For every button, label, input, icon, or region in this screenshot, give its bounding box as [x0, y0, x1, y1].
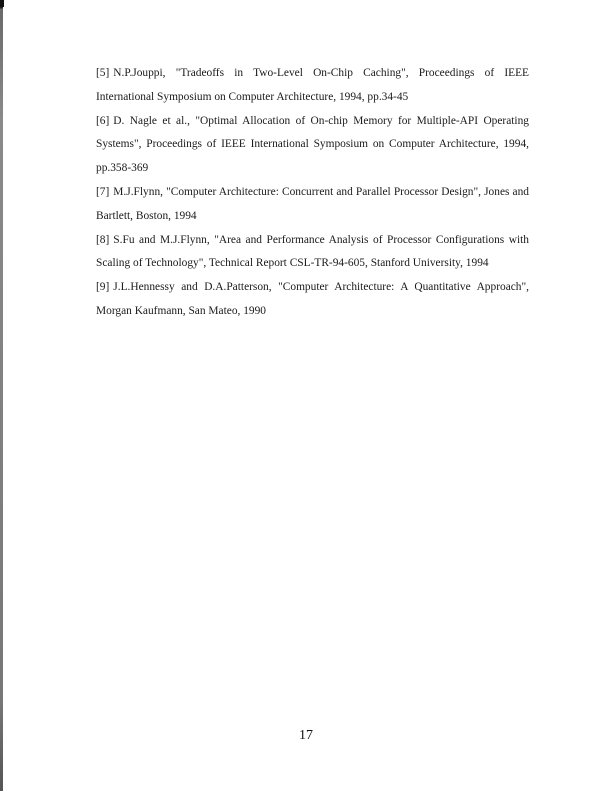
reference-label: [7]	[96, 185, 110, 198]
reference-5	[96, 62, 529, 110]
page-number: 17	[299, 728, 313, 743]
reference-8	[96, 229, 529, 277]
reference-label: [6]	[96, 114, 110, 127]
scan-edge-mark	[0, 0, 4, 7]
reference-9	[96, 276, 529, 324]
scan-edge	[0, 0, 3, 791]
reference-text: N.P.Jouppi, "Tradeoffs in Two-Level On-Chip Caching", Proceedings of IEEE International Symposium on Computer Architecture, 1994, pp.34-45	[96, 67, 529, 103]
reference-text: M.J.Flynn, "Computer Architecture: Concurrent and Parallel Processor Design", Jones and Bartlett, Boston, 1994	[96, 185, 529, 222]
reference-7	[96, 181, 529, 229]
reference-label: [9]	[96, 281, 110, 294]
reference-list	[96, 62, 529, 324]
reference-text: J.L.Hennessy and D.A.Patterson, "Computer Architecture: A Quantitative Approach", Morgan Kaufmann, San Mateo, 1990	[96, 281, 529, 317]
reference-6	[96, 110, 529, 181]
reference-text: S.Fu and M.J.Flynn, "Area and Performance Analysis of Processor Configurations with Scaling of Technology", Technical Report CSL-TR-94-605, Stanford University, 1994	[96, 233, 529, 270]
reference-label: [5]	[96, 67, 110, 79]
reference-text: D. Nagle et al., "Optimal Allocation of On-chip Memory for Multiple-API Operating Systems", Proceedings of IEEE International Symposium on Computer Architecture, 1994, pp.358-369	[96, 114, 529, 175]
reference-label: [8]	[96, 233, 110, 246]
